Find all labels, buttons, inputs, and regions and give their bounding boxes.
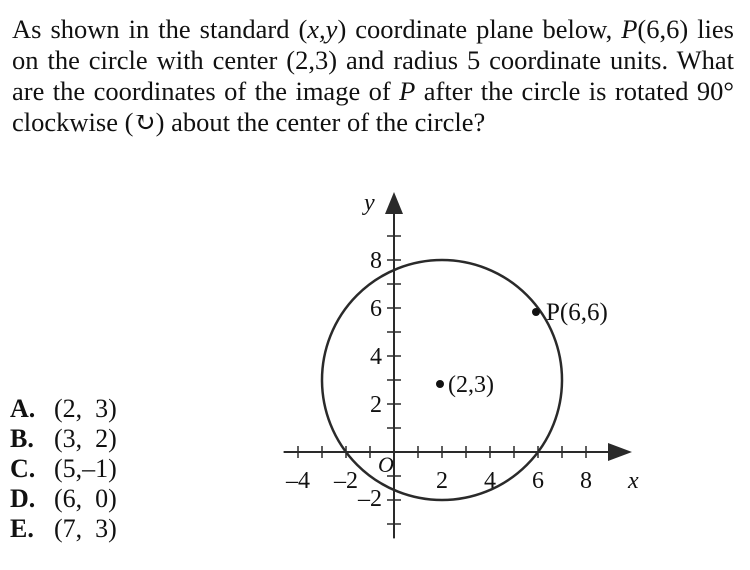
x-axis-arrow-icon	[608, 443, 632, 461]
choice-value: (7, 3)	[54, 514, 117, 543]
choice-value: (6, 0)	[54, 484, 117, 513]
question-part2: ) coordinate plane below,	[337, 14, 622, 44]
question-point-p: P	[621, 14, 638, 44]
x-tick-label: 4	[484, 468, 496, 494]
y-tick-label: –2	[358, 486, 382, 512]
center-point	[436, 380, 444, 388]
choice-letter: D.	[10, 484, 36, 513]
x-axis-label: x	[628, 468, 639, 494]
y-tick-label: 4	[370, 344, 382, 370]
question-part3: (6,6) lies on the circle with center (2,3) and radius 5 coordinate units. What are the coordinates of the image of	[12, 14, 734, 106]
choice-letter: C.	[10, 454, 36, 483]
y-axis-label: y	[364, 190, 375, 216]
y-tick-label: 2	[370, 392, 382, 418]
question-part5: ) about the center of the circle?	[155, 107, 486, 137]
question-part1: As shown in the standard (	[12, 14, 308, 44]
y-tick-label: 6	[370, 296, 382, 322]
point-p-label: P(6,6)	[546, 299, 608, 326]
x-tick-label: –2	[334, 468, 358, 494]
question-point-p-2: P	[399, 76, 416, 106]
choice-letter: E.	[10, 514, 34, 543]
question-part4: after the circle is rotated 90° clockwise (	[12, 76, 734, 137]
center-point-label: (2,3)	[448, 372, 494, 398]
choice-value: (2, 3)	[54, 394, 117, 423]
clockwise-icon: ↻	[133, 107, 156, 137]
question-var-xy: x,y	[307, 14, 338, 44]
origin-label: O	[378, 452, 394, 477]
point-p	[532, 308, 540, 316]
choice-value: (5,–1)	[54, 454, 117, 483]
x-tick-label: –4	[286, 468, 310, 494]
x-tick-label: 6	[532, 468, 544, 494]
x-tick-label: 8	[580, 468, 592, 494]
choice-letter: A.	[10, 394, 36, 423]
x-tick-label: 2	[436, 468, 448, 494]
choice-letter: B.	[10, 424, 34, 453]
circle-shape	[322, 260, 562, 500]
y-tick-label: 8	[370, 248, 382, 274]
y-axis-arrow-icon	[385, 192, 403, 214]
choice-value: (3, 2)	[54, 424, 117, 453]
